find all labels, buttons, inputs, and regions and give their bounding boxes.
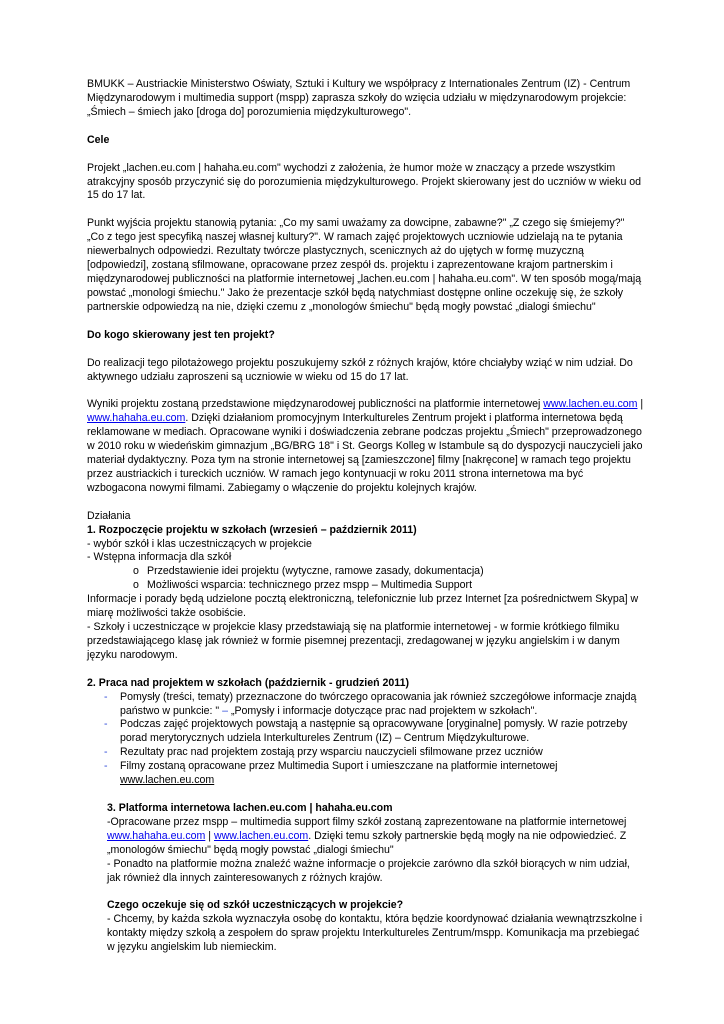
wyniki-text-end: . Dzięki działaniom promocyjnym Interkultureles Zentrum projekt i platforma internetowa będą reklamowane w mediach. Opracowane wyniki i doświadczenia zebrane podczas projektu „Śmiech" przeprowadzonego w 2010 roku w wiedeńskim gimnazjum „BG/BRG 18" i St. Georgs Kolleg w Istambule są do dyspozycji nauczycieli jako materiał dydaktyczny. Poza tym na stronie internetowej są [zamieszczone] filmy [nakręcone] w ramach tego projektu przez austriackich i tureckich uczniów. W ramach jego kontynuacji w roku 2011 strona internetowa ma być wzbogacona nowymi filmami. Zabiegamy o włączenie do projektu kolejnych krajów. xyxy=(87,412,643,494)
section-1-paragraph-2: - Szkoły i uczestniczące w projekcie klasy przedstawiają się na platformie internetowej - w formie krótkiego filmiku przedstawiającego klasę jak również w formie pisemnej prezentacji, zredagowanej w języku angielskim i w danym języku narodowym. xyxy=(87,621,620,661)
wyniki-paragraph xyxy=(87,398,644,495)
item-text-part: Pomysły (treści, tematy) przeznaczone do twórczego opracowania jak również szczegółowe informacje znajdą państwo w punkcie: " xyxy=(120,690,637,717)
section-1-line-2: - Wstępna informacja dla szkół xyxy=(87,551,232,564)
item-text xyxy=(120,760,644,788)
item-text: Podczas zajęć projektowych powstają a następnie są opracowywane [oryginalne] pomysły. W razie potrzeby porad merytorycznych udziela Interkultureles Zentrum (IZ) – Centrum Międzykulturowe. xyxy=(120,718,628,745)
section-2-heading: 2. Praca nad projektem w szkołach (październik - grudzień 2011) xyxy=(87,676,410,689)
hahaha-link-2[interactable]: www.hahaha.eu.com xyxy=(107,829,206,842)
text-part: -Opracowane przez mspp – multimedia support filmy szkół zostaną zaprezentowane na platformie internetowej xyxy=(107,815,627,828)
cele-heading: Cele xyxy=(87,133,110,146)
section-2-item-2 xyxy=(87,718,644,746)
dash-bullet-icon: - xyxy=(104,690,108,703)
section-2-item-1 xyxy=(87,691,644,719)
item-text-part: „Pomysły i informacje dotyczące prac nad projektem w szkołach". xyxy=(230,704,538,717)
subitem-text: Przedstawienie idei projektu (wytyczne, ramowe zasady, dokumentacja) xyxy=(147,565,484,578)
link-separator: | xyxy=(205,829,214,842)
section-1-subitem-2 xyxy=(87,579,644,593)
dash-bullet-icon: - xyxy=(104,718,108,731)
section-2-item-3 xyxy=(87,746,644,760)
dzialania-title: Działania xyxy=(87,509,131,522)
section-3 xyxy=(87,802,644,955)
section-3-paragraph-1 xyxy=(107,816,644,858)
section-1-heading: 1. Rozpoczęcie projektu w szkołach (wrzesień – październik 2011) xyxy=(87,523,417,536)
section-1-paragraph-1: Informacje i porady będą udzielone pocztą elektroniczną, telefonicznie lub przez Internet [za pośrednictwem Skypa] w miarę możliwości także osobiście. xyxy=(87,593,639,620)
section-3-paragraph-2: - Ponadto na platformie można znaleźć ważne informacje o projekcie zarówno dla szkół biorących w nim udział, jak również dla innych zainteresowanych z różnych krajów. xyxy=(107,857,630,884)
item-text: Rezultaty prac nad projektem zostają przy wsparciu nauczycieli sfilmowane przez uczniów xyxy=(120,746,543,759)
hahaha-link[interactable]: www.hahaha.eu.com xyxy=(87,412,186,425)
wyniki-text-start: Wyniki projektu zostaną przedstawione międzynarodowej publiczności na platformie internetowej xyxy=(87,398,544,411)
lachen-link-3[interactable]: www.lachen.eu.com xyxy=(213,829,309,842)
text-part: . Dzięki temu szkoły partnerskie będą mogły na nie odpowiedzieć. Z „monologów śmiechu" będą mogły powstać „dialogi śmiechu" xyxy=(107,829,627,856)
subitem-text: Możliwości wsparcia: technicznego przez mspp – Multimedia Support xyxy=(147,579,473,592)
item-text xyxy=(120,691,644,719)
section-2-item-4 xyxy=(87,760,644,788)
item-text-part: Filmy zostaną opracowane przez Multimedia Suport i umieszczane na platformie internetowej xyxy=(120,760,558,773)
section-1-line-1: - wybór szkół i klas uczestniczących w projekcie xyxy=(87,537,312,550)
lachen-link[interactable]: www.lachen.eu.com xyxy=(543,398,638,411)
circle-bullet-icon: o xyxy=(133,579,139,592)
link-separator: | xyxy=(637,398,644,411)
section-4-heading: Czego oczekuje się od szkół uczestniczących w projekcie? xyxy=(107,899,404,912)
kogo-paragraph: Do realizacji tego pilotażowego projektu poszukujemy szkół z różnych krajów, które chciałyby wziąć w nim udział. Do aktywnego udziału zaproszeni są uczniowie w wieku od 15 do 17 lat. xyxy=(87,356,633,383)
section-1-subitem-1 xyxy=(87,565,644,579)
cele-paragraph-1: Projekt „lachen.eu.com | hahaha.eu.com" wychodzi z założenia, że humor może w znaczący a przede wszystkim atrakcyjny sposób przyczynić się do porozumienia międzykulturowego. Projekt skierowany jest do uczniów w wieku od 15 do 17 lat. xyxy=(87,161,642,202)
dash-bullet-icon: - xyxy=(104,760,108,773)
kogo-heading: Do kogo skierowany jest ten projekt? xyxy=(87,328,275,341)
intro-paragraph: BMUKK – Austriackie Ministerstwo Oświaty, Sztuki i Kultury we współpracy z Internationales Zentrum (IZ) - Centrum Międzynarodowym i multimedia support (mspp) zaprasza szkoły do wzięcia udziału w międzynarodowym projekcie: „Śmiech – śmiech jako [droga do] porozumienia międzykulturowego". xyxy=(87,78,631,118)
lachen-link-2[interactable]: www.lachen.eu.com xyxy=(120,774,215,787)
section-3-heading: 3. Platforma internetowa lachen.eu.com | hahaha.eu.com xyxy=(107,801,393,814)
section-4-paragraph-1: - Chcemy, by każda szkoła wyznaczyła osobę do kontaktu, która będzie koordynować działania wewnątrzszkolne i kontakty między szkołą a zespołem do spraw projektu Interkultureles Zentrum/mspp. Komunikacja ma przebiegać w języku angielskim lub niemieckim. xyxy=(107,913,643,954)
circle-bullet-icon: o xyxy=(133,565,139,578)
item-dash-link[interactable]: – xyxy=(219,704,231,717)
cele-paragraph-2: Punkt wyjścia projektu stanowią pytania: „Co my sami uważamy za dowcipne, zabawne?" „Z czego się śmiejemy?" „Co z tego jest specyfiką naszej własnej kultury?". W ramach zajęć projektowych uczniowie udzielają na te pytania niewerbalnych odpowiedzi. Rezultaty twórcze plastycznych, scenicznych aż do ujętych w formę muzyczną [odpowiedzi], zostaną sfilmowane, opracowane przez zespół ds. projektu i zaprezentowane krajom partnerskim i międzynarodowej publiczności na platformie internetowej „lachen.eu.com | hahaha.eu.com". W ten sposób mogą/mają powstać „monologi śmiechu." Jako że prezentacje szkół będą natychmiast dostępne online oczekuję się, że szkoły partnerskie odpowiedzą na nie, dzięki czemu z „monologów śmiechu" będą mogły powstać „dialogi śmiechu" xyxy=(87,217,642,313)
dash-bullet-icon: - xyxy=(104,746,108,759)
